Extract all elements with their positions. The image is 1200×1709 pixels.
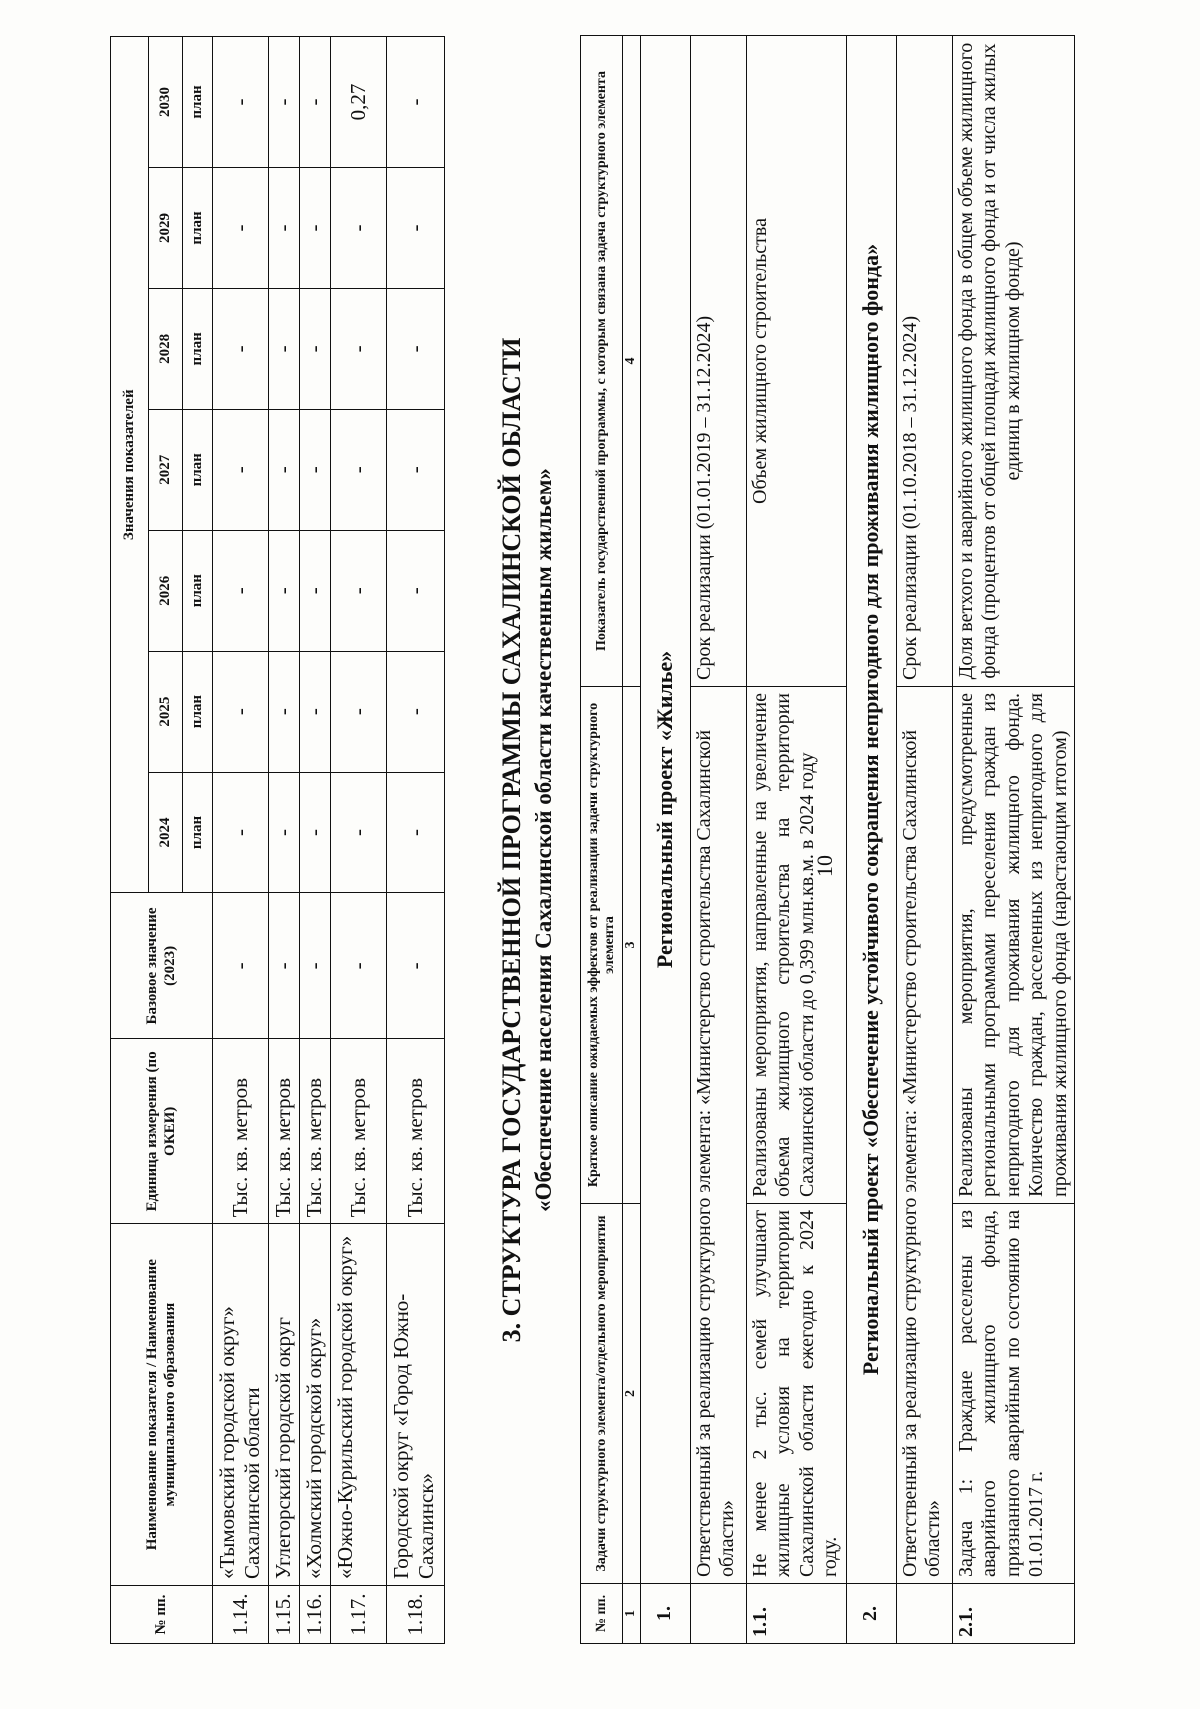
table-row	[331, 37, 387, 1644]
row-value: -	[331, 288, 387, 409]
row-value: 0,27	[331, 37, 387, 168]
table-row	[387, 37, 445, 1644]
task-text: Не менее 2 тыс. семей улучшают жилищные условия на территории Сахалинской области ежегодно к 2024 году.	[746, 1204, 846, 1584]
table-row	[269, 37, 300, 1644]
row-value: -	[213, 530, 269, 651]
row-value: -	[331, 530, 387, 651]
header-unit: Единица измерения (по ОКЕИ)	[111, 1039, 213, 1224]
project-responsible: Ответственный за реализацию структурного элемента: «Министерство строительства Сахалинской области»	[690, 687, 746, 1584]
header-plan: план	[183, 772, 213, 893]
project-term: Срок реализации (01.10.2018 – 31.12.2024)	[896, 36, 952, 687]
row-name: «Тымовский городской округ» Сахалинской области	[213, 1224, 269, 1586]
header-tasks: Задачи структурного элемента/отдельного мероприятия	[581, 1204, 623, 1584]
row-value: -	[213, 37, 269, 168]
header-plan: план	[183, 530, 213, 651]
row-value: -	[300, 409, 331, 530]
task-effect: Реализованы мероприятия, предусмотренные региональными программами переселения граждан из непригодного для проживания жилищного фонда. Количество граждан, расселенных из непригодного для проживания жилищного фонда (нарастающим итогом)	[952, 687, 1075, 1204]
header-base: Базовое значение (2023)	[111, 893, 213, 1039]
row-unit: Тыс. кв. метров	[213, 1039, 269, 1224]
row-value: -	[387, 288, 445, 409]
header-plan: план	[183, 409, 213, 530]
empty-cell	[896, 1584, 952, 1644]
row-value: -	[300, 530, 331, 651]
row-num: 1.16.	[300, 1586, 331, 1644]
row-base: -	[387, 893, 445, 1039]
header-row	[111, 37, 149, 1644]
task-row	[746, 36, 846, 1644]
row-num: 1.17.	[331, 1586, 387, 1644]
row-value: -	[300, 288, 331, 409]
row-unit: Тыс. кв. метров	[331, 1039, 387, 1224]
column-number: 2	[623, 1204, 641, 1584]
row-value: -	[213, 168, 269, 289]
row-value: -	[387, 168, 445, 289]
row-value: -	[269, 409, 300, 530]
row-value: -	[213, 409, 269, 530]
row-value: -	[269, 37, 300, 168]
row-base: -	[269, 893, 300, 1039]
header-year: 2025	[149, 651, 183, 772]
row-value: -	[300, 37, 331, 168]
header-year: 2029	[149, 168, 183, 289]
structure-table	[580, 35, 1075, 1644]
row-base: -	[213, 893, 269, 1039]
task-indicator: Объем жилищного строительства	[746, 36, 846, 687]
header-plan: план	[183, 37, 213, 168]
row-unit: Тыс. кв. метров	[269, 1039, 300, 1224]
empty-cell	[690, 1584, 746, 1644]
header-year: 2024	[149, 772, 183, 893]
row-value: -	[300, 651, 331, 772]
row-value: -	[269, 651, 300, 772]
task-effect: Реализованы мероприятия, направленные на увеличение объема жилищного строительства на территории Сахалинской области до 0,399 млн.кв.м. в 2024 году	[746, 687, 846, 1204]
row-value: -	[331, 409, 387, 530]
page-number: 10	[812, 855, 837, 877]
project-num: 2.	[846, 1584, 896, 1644]
header-num: № пп.	[111, 1586, 213, 1644]
header-year: 2027	[149, 409, 183, 530]
header-plan: план	[183, 168, 213, 289]
row-value: -	[387, 772, 445, 893]
row-name: Углегорский городской округ	[269, 1224, 300, 1586]
row-value: -	[300, 772, 331, 893]
indicators-table	[110, 36, 445, 1644]
row-name: «Холмский городской округ»	[300, 1224, 331, 1586]
project-title: Региональный проект «Обеспечение устойчивого сокращения непригодного для проживания жилищного фонда»	[846, 36, 896, 1584]
row-value: -	[387, 651, 445, 772]
row-unit: Тыс. кв. метров	[300, 1039, 331, 1224]
row-num: 1.15.	[269, 1586, 300, 1644]
row-value: -	[269, 288, 300, 409]
header-year: 2026	[149, 530, 183, 651]
section-title: 3. СТРУКТУРА ГОСУДАРСТВЕННОЙ ПРОГРАММЫ САХАЛИНСКОЙ ОБЛАСТИ	[497, 337, 526, 1343]
row-unit: Тыс. кв. метров	[387, 1039, 445, 1224]
row-base: -	[331, 893, 387, 1039]
task-num: 2.1.	[952, 1584, 1075, 1644]
row-base: -	[300, 893, 331, 1039]
header-name: Наименование показателя / Наименование муниципального образования	[111, 1224, 213, 1586]
header-year: 2030	[149, 37, 183, 168]
row-name: «Южно-Курильский городской округ»	[331, 1224, 387, 1586]
header-row	[581, 36, 623, 1644]
row-num: 1.18.	[387, 1586, 445, 1644]
task-row	[952, 36, 1075, 1644]
header-indicator: Показатель государственной программы, с которым связана задача структурного элемента	[581, 36, 623, 687]
task-indicator: Доля ветхого и аварийного жилищного фонда в общем объеме жилищного фонда (процентов от общей площади жилищного фонда и от числа жилых единиц в жилищном фонде)	[952, 36, 1075, 687]
column-number: 3	[623, 687, 641, 1204]
project-term: Срок реализации (01.01.2019 – 31.12.2024)	[690, 36, 746, 687]
row-name: Городской округ «Город Южно-Сахалинск»	[387, 1224, 445, 1586]
row-value: -	[387, 530, 445, 651]
column-number: 1	[623, 1584, 641, 1644]
row-value: -	[269, 772, 300, 893]
row-value: -	[331, 772, 387, 893]
row-value: -	[387, 409, 445, 530]
table-row	[300, 37, 331, 1644]
row-num: 1.14.	[213, 1586, 269, 1644]
task-num: 1.1.	[746, 1584, 846, 1644]
task-text: Задача 1: Граждане расселены из аварийного жилищного фонда, признанного аварийным по состоянию на 01.01.2017 г.	[952, 1204, 1075, 1584]
row-value: -	[213, 288, 269, 409]
header-effects: Краткое описание ожидаемых эффектов от реализации задачи структурного элемента	[581, 687, 623, 1204]
project-num: 1.	[640, 1584, 690, 1644]
row-value: -	[387, 37, 445, 168]
column-numbers-row	[623, 36, 641, 1644]
project-title-row	[640, 36, 690, 1644]
row-value: -	[269, 530, 300, 651]
header-plan: план	[183, 288, 213, 409]
row-value: -	[331, 651, 387, 772]
header-num: № пп.	[581, 1584, 623, 1644]
row-value: -	[300, 168, 331, 289]
row-value: -	[213, 651, 269, 772]
row-value: -	[331, 168, 387, 289]
responsible-row	[690, 36, 746, 1644]
header-plan: план	[183, 651, 213, 772]
header-year: 2028	[149, 288, 183, 409]
table-row	[213, 37, 269, 1644]
project-title: Региональный проект «Жилье»	[640, 36, 690, 1584]
responsible-row	[896, 36, 952, 1644]
row-value: -	[269, 168, 300, 289]
header-values-group: Значения показателей	[111, 37, 149, 893]
project-title-row	[846, 36, 896, 1644]
row-value: -	[213, 772, 269, 893]
section-subtitle: «Обеспечение населения Сахалинской области качественным жильем»	[531, 468, 556, 1212]
project-responsible: Ответственный за реализацию структурного элемента: «Министерство строительства Сахалинской области»	[896, 687, 952, 1584]
column-number: 4	[623, 36, 641, 687]
